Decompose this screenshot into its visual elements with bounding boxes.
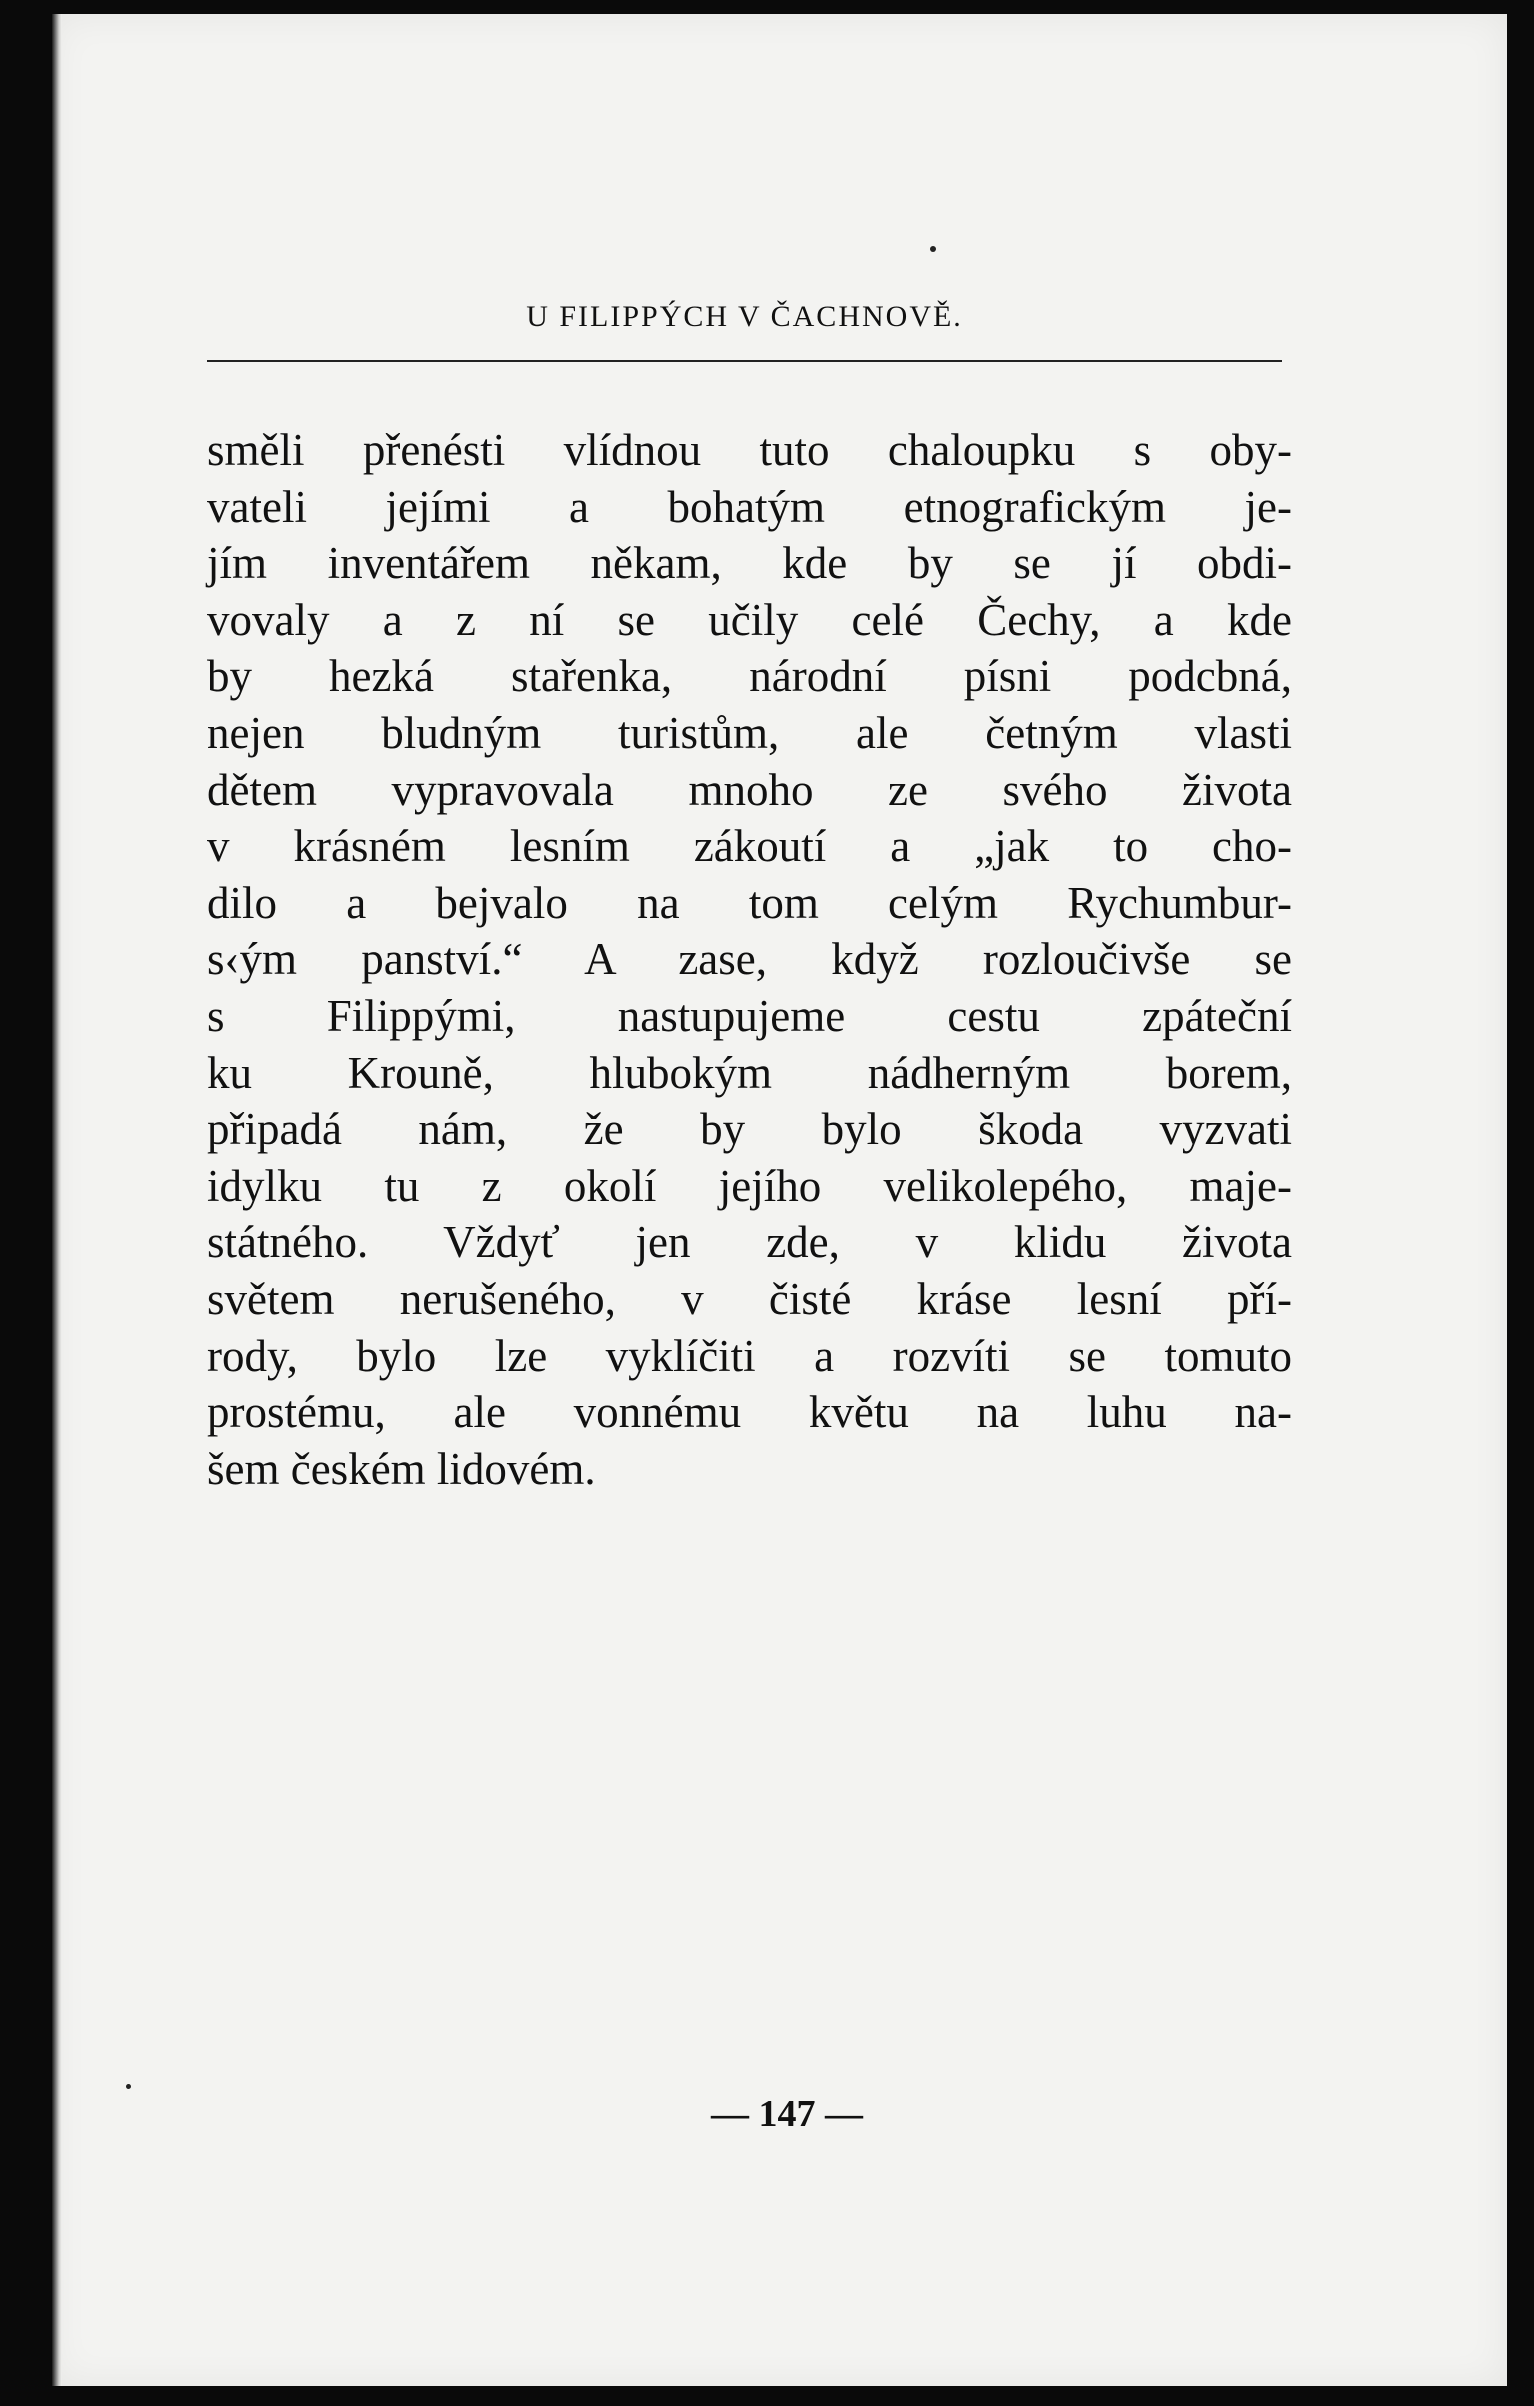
text-line: v krásném lesním zákoutí a „jak to cho- [207,821,1292,872]
text-line: ku Krouně, hlubokým nádherným borem, [207,1047,1292,1098]
text-line: připadá nám, že by bylo škoda vyzvati [207,1104,1292,1155]
text-line: světem nerušeného, v čisté kráse lesní pří- [207,1273,1292,1324]
text-line: dilo a bejvalo na tom celým Rychumbur- [207,877,1292,928]
text-line: nejen bludným turistům, ale četným vlasti [207,707,1292,758]
text-line-last: šem českém lidovém. [207,1443,596,1494]
text-line: s‹ým panství.“ A zase, když rozloučivše se [207,934,1292,985]
page-binding-edge [52,14,62,2386]
book-page [52,14,1507,2386]
text-line: prostému, ale vonnému květu na luhu na- [207,1387,1292,1438]
text-line: rody, bylo lze vyklíčiti a rozvíti se tomuto [207,1330,1292,1381]
ink-speck [126,2084,131,2089]
text-line: jím inventářem někam, kde by se jí obdi- [207,538,1292,589]
body-paragraph [207,422,1292,1497]
text-line: vateli jejími a bohatým etnografickým je- [207,481,1292,532]
running-head: U FILIPPÝCH V ČACHNOVĚ. [526,300,963,333]
text-line: dětem vypravovala mnoho ze svého života [207,764,1292,815]
text-line: s Filippými, nastupujeme cestu zpáteční [207,990,1292,1041]
text-line: směli přenésti vlídnou tuto chaloupku s oby- [207,425,1292,475]
text-line: státného. Vždyť jen zde, v klidu života [207,1217,1292,1268]
header-rule [207,360,1282,362]
page-number: — 147 — [711,2093,863,2135]
text-line: idylku tu z okolí jejího velikolepého, maje- [207,1160,1292,1211]
text-line: by hezká stařenka, národní písni podcbná, [207,651,1292,702]
ink-speck [930,246,936,252]
text-line: vovaly a z ní se učily celé Čechy, a kde [207,594,1292,645]
